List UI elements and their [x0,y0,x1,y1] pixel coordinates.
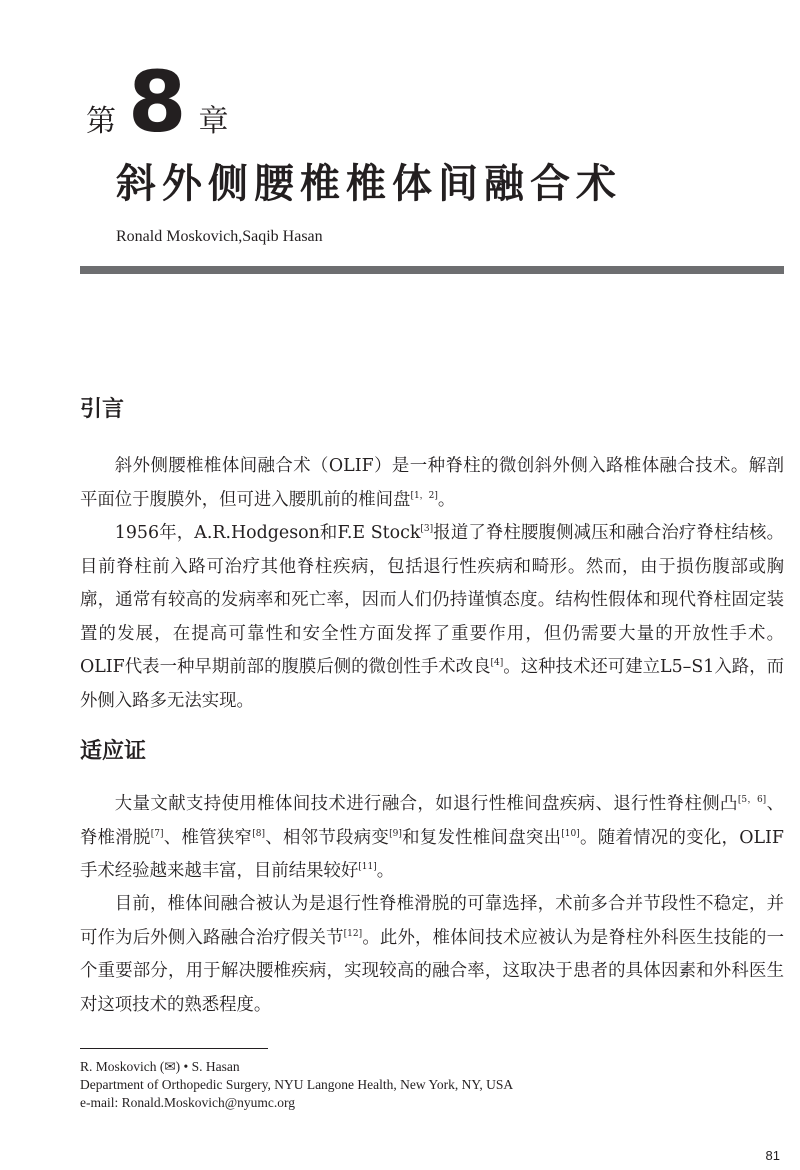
footnote [80,1058,513,1112]
chapter-suffix: 章 [198,104,229,139]
footnote-affiliation: Department of Orthopedic Surgery, NYU Langone Health, New York, NY, USA [80,1077,514,1092]
chapter-number: 8 [128,53,187,151]
indications-paragraph-2: 目前，椎体间融合被认为是退行性脊椎滑脱的可靠选择，术前多合并节段性不稳定，并可作为后外侧入路融合治疗假关节[12]。此外，椎体间技术应被认为是脊柱外科医生技能的一个重要部分，用于解决腰椎疾病，实现较高的融合率，这取决于患者的具体因素和外科医生对这项技术的熟悉程度。 [80,894,784,1015]
chapter-prefix: 第 [86,104,116,139]
citation: [4] [490,658,504,669]
citation: [1，2] [410,490,438,501]
title-divider [80,266,784,274]
intro-paragraph-2: 1956年，A.R.Hodgeson和F.E Stock[3]报道了脊柱腰腹侧减压和融合治疗脊柱结核。目前脊柱前入路可治疗其他脊柱疾病，包括退行性疾病和畸形。然而，由于损伤腹部或胸廓，通常有较高的发病率和死亡率，因而人们仍持谨慎态度。结构性假体和现代脊柱固定装置的发展，在提高可靠性和安全性方面发挥了重要作用，但仍需要大量的开放性手术。OLIF代表一种早期前部的腹膜后侧的微创性手术改良[4]。这种技术还可建立L5–S1入路，而外侧入路多无法实现。 [80,523,784,711]
citation: [11] [358,862,377,873]
citation: [3] [420,524,434,535]
section-heading-intro: 引言 [80,397,125,422]
citation: [8] [252,828,265,839]
footnote-divider [80,1048,268,1049]
page-number: 81 [765,1148,780,1163]
intro-paragraph-1: 斜外侧腰椎椎体间融合术（OLIF）是一种脊柱的微创斜外侧入路椎体融合技术。解剖平面位于腹膜外，但可进入腰肌前的椎间盘[1，2]。 [80,456,784,510]
citation: [5，6] [737,795,767,806]
citation: [12] [343,928,363,939]
footnote-email: e-mail: Ronald.Moskovich@nyumc.org [80,1095,296,1110]
citation: [7] [150,828,164,839]
section-heading-indications: 适应证 [80,739,147,764]
chapter-title: 斜外侧腰椎椎体间融合术 [116,161,622,207]
citation: [9] [389,828,402,839]
chapter-label [86,53,229,151]
chapter-authors: Ronald Moskovich,Saqib Hasan [116,228,323,245]
footnote-authors: R. Moskovich (✉) • S. Hasan [80,1059,240,1074]
indications-paragraph-1: 大量文献支持使用椎体间技术进行融合，如退行性椎间盘疾病、退行性脊柱侧凸[5，6]、脊椎滑脱[7]、椎管狭窄[8]、相邻节段病变[9]和复发性椎间盘突出[10]。随着情况的变化，OLIF手术经验越来越丰富，目前结果较好[11]。 [80,794,784,881]
citation: [10] [561,828,580,839]
